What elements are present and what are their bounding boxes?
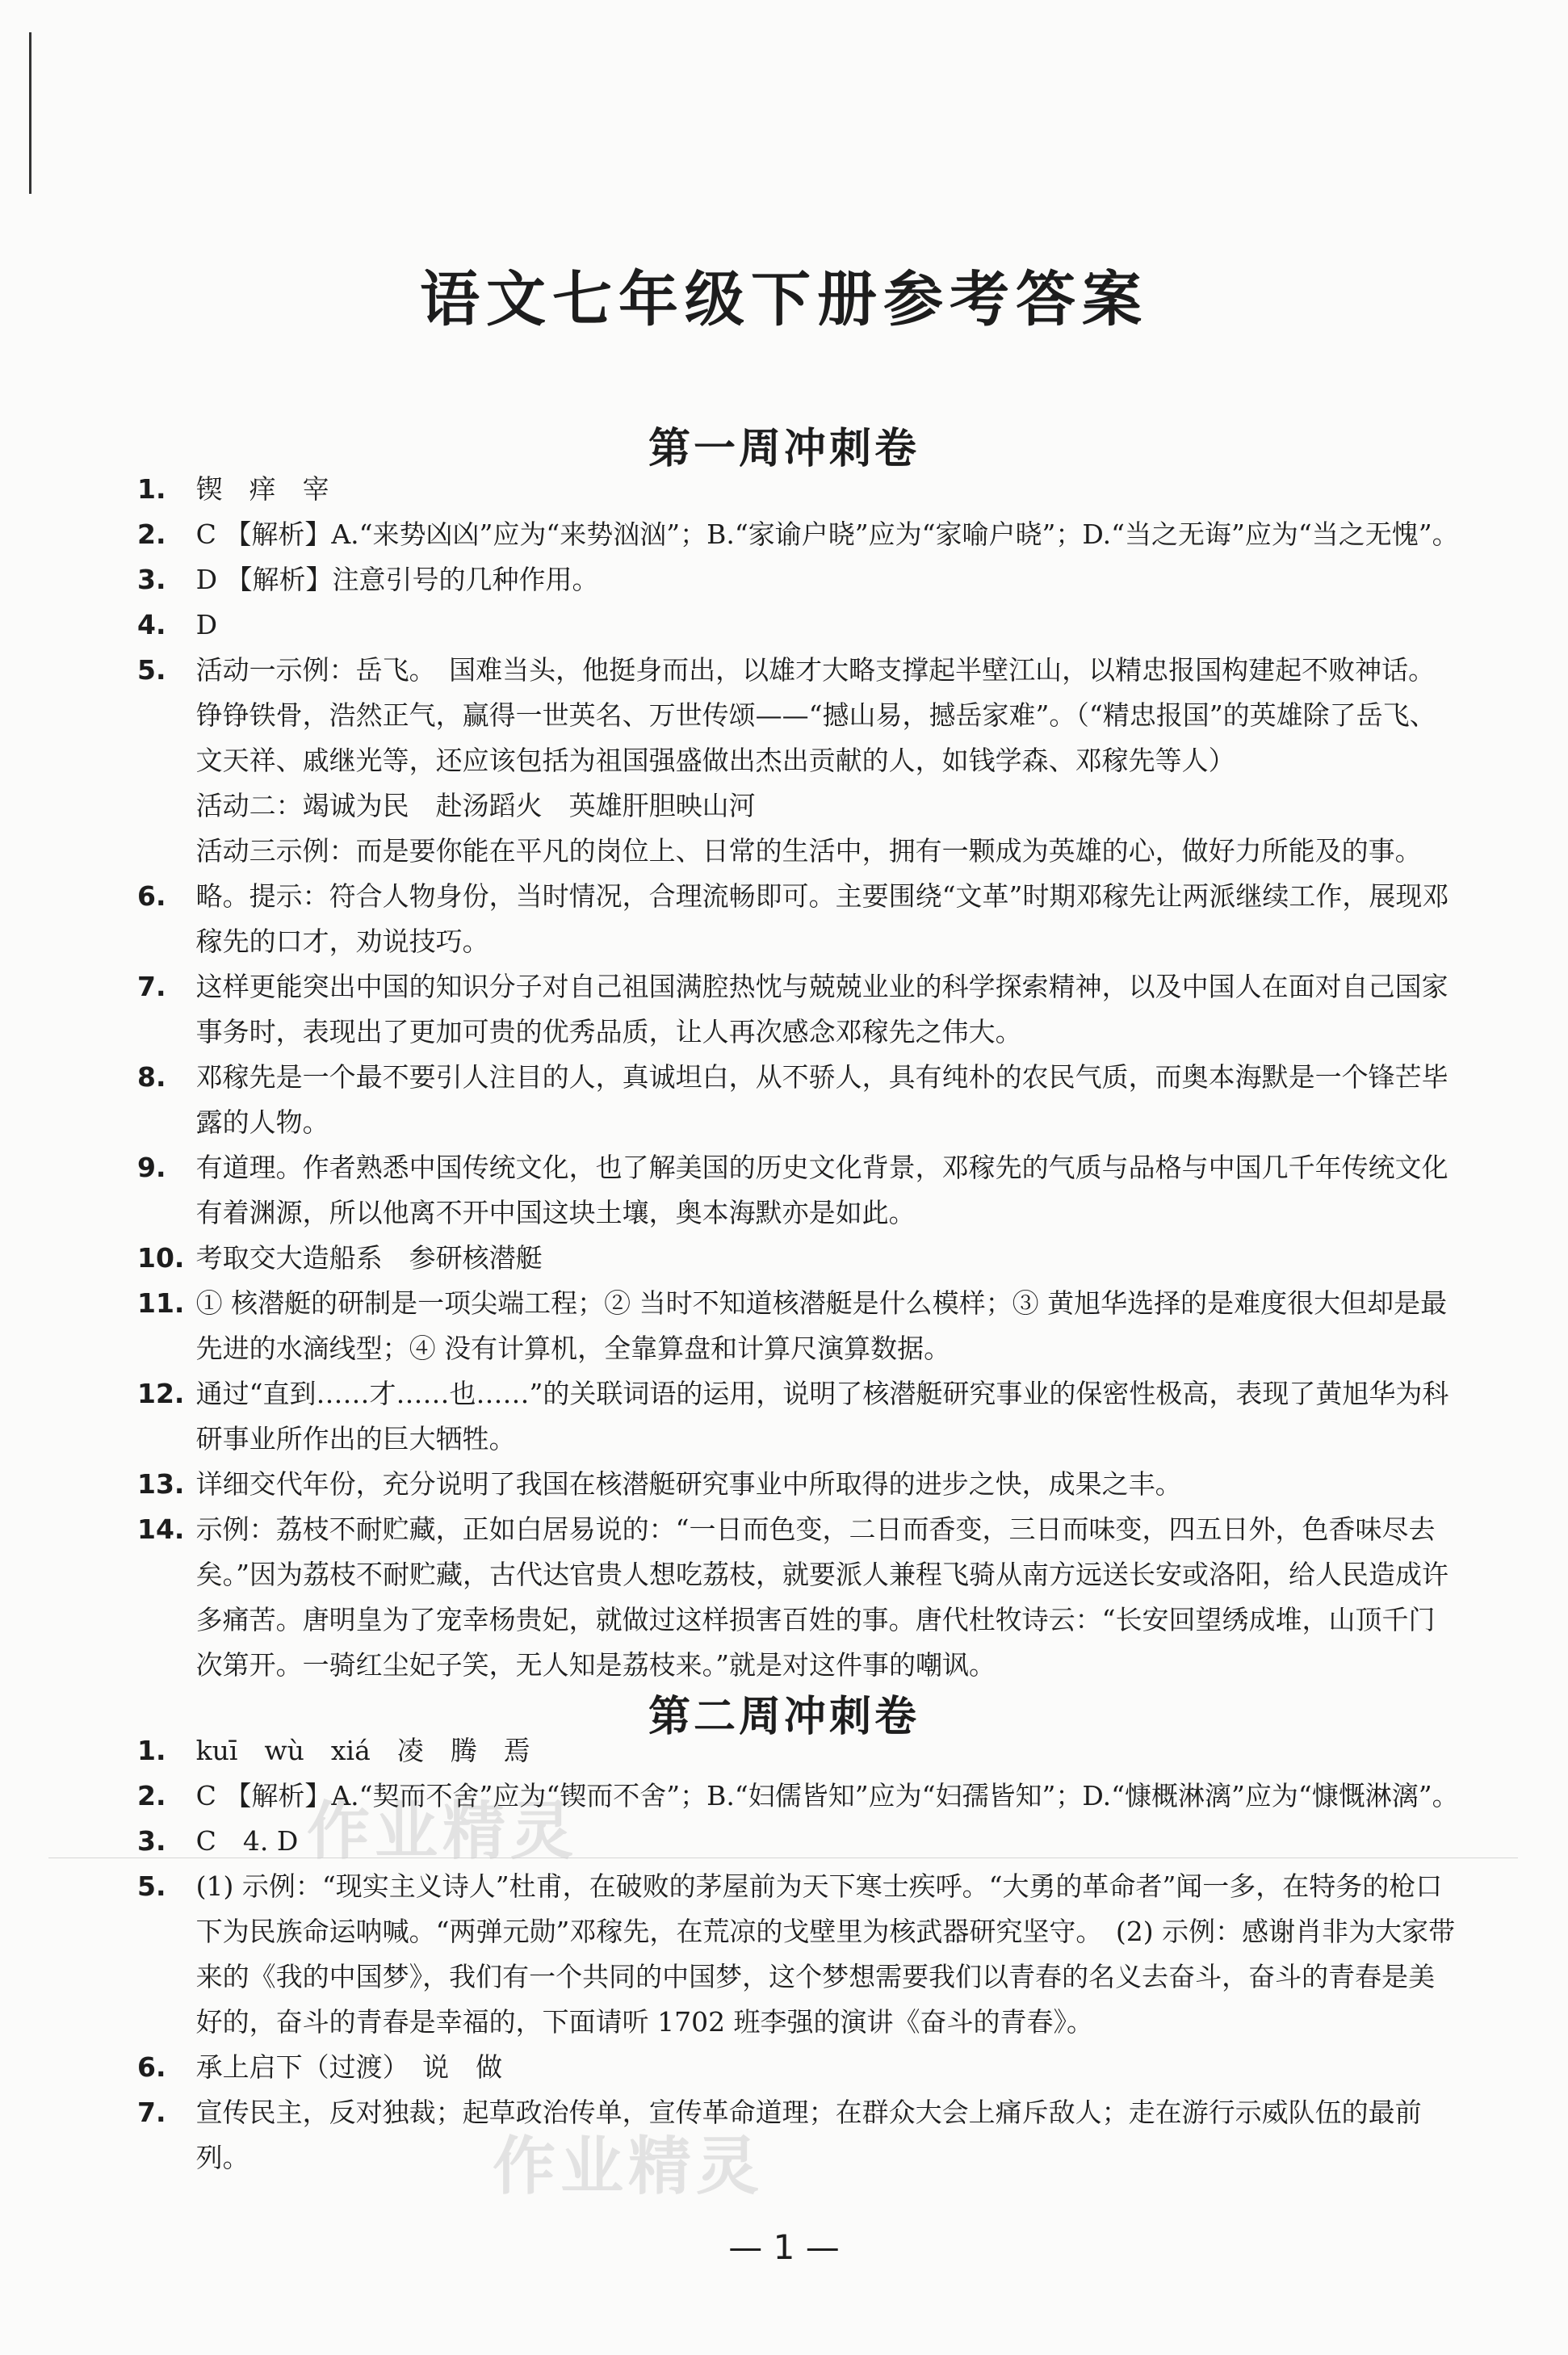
answer-text: C 4. D [195,1825,299,1857]
answer-number: 1. [137,473,166,505]
answer-number: 6. [137,2051,166,2083]
section-title: 第一周冲刺卷 [648,425,920,474]
answer-item [137,557,1461,602]
answer-number: 2. [137,1780,166,1811]
answer-text: 详细交代年份，充分说明了我国在核潜艇研究事业中所取得的进步之快，成果之丰。 [195,1468,1182,1500]
answer-list [137,467,1461,1688]
answer-item [137,648,1461,874]
answer-item [137,1145,1461,1236]
answer-text: 宣传民主，反对独裁；起草政治传单，宣传革命道理；在群众大会上痛斥敌人；走在游行示威队伍的最前列。 [195,2097,1422,2173]
answer-item [137,1055,1461,1145]
answer-number: 7. [137,2097,166,2128]
page-title: 语文七年级下册参考答案 [420,264,1148,334]
answer-number: 1. [137,1735,166,1766]
answer-number: 11. [137,1287,185,1319]
answer-item [137,1728,1461,1774]
answer-item [137,964,1461,1055]
watermark: 作业精灵 [307,1795,579,1868]
answer-item [137,1507,1461,1688]
answer-item [137,1371,1461,1462]
page-number: — 1 — [728,2227,840,2267]
answer-item [137,1462,1461,1507]
answer-text: D 【解析】注意引号的几种作用。 [195,564,599,595]
answer-number: 12. [137,1378,185,1409]
answer-number: 9. [137,1152,166,1183]
answer-text: ① 核潜艇的研制是一项尖端工程；② 当时不知道核潜艇是什么模样；③ 黄旭华选择的是难度很大但却是最先进的水滴线型；④ 没有计算机，全靠算盘和计算尺演算数据。 [195,1287,1448,1364]
watermark: 作业精灵 [493,2130,765,2203]
answer-text: 活动三示例：而是要你能在平凡的岗位上、日常的生活中，拥有一颗成为英雄的心，做好力所能及的事。 [195,835,1422,867]
answer-text: 考取交大造船系 参研核潜艇 [195,1242,543,1274]
answer-item [137,1281,1461,1371]
answer-item [137,1774,1461,1819]
section-title: 第二周冲刺卷 [648,1693,920,1742]
answer-text: C 【解析】A.“契而不舍”应为“锲而不舍”；B.“妇儒皆知”应为“妇孺皆知”；D.“慷概淋漓”应为“慷慨淋漓”。 [195,1780,1459,1811]
answer-text: 有道理。作者熟悉中国传统文化，也了解美国的历史文化背景，邓稼先的气质与品格与中国几千年传统文化有着渊源，所以他离不开中国这块土壤，奥本海默亦是如此。 [195,1152,1449,1228]
answer-text: 承上启下（过渡） 说 做 [195,2051,503,2083]
answer-number: 7. [137,971,166,1002]
answer-text: 略。提示：符合人物身份，当时情况，合理流畅即可。主要围绕“文革”时期邓稼先让两派继续工作，展现邓稼先的口才，劝说技巧。 [195,880,1449,957]
answer-text: 这样更能突出中国的知识分子对自己祖国满腔热忱与兢兢业业的科学探索精神，以及中国人在面对自己国家事务时，表现出了更加可贵的优秀品质，让人再次感念邓稼先之伟大。 [195,971,1449,1047]
answer-item [137,2090,1461,2181]
answer-item [137,1236,1461,1281]
answer-text: D [195,609,218,640]
answer-number: 6. [137,880,166,912]
answer-text: 活动一示例：岳飞。 国难当头，他挺身而出，以雄才大略支撑起半壁江山，以精忠报国构建起不败神话。铮铮铁骨，浩然正气，赢得一世英名、万世传颂——“撼山易，撼岳家难”。（“精忠报国”的英雄除了岳飞、文天祥、戚继光等，还应该包括为祖国强盛做出杰出贡献的人，如钱学森、邓稼先等人） [195,654,1436,776]
answer-number: 5. [137,1870,166,1902]
answer-text: 锲 痒 宰 [195,473,329,505]
answer-item [137,512,1461,557]
answer-text: 活动二：竭诚为民 赴汤蹈火 英雄肝胆映山河 [195,790,756,821]
answer-number: 4. [137,609,166,640]
answer-number: 3. [137,564,166,595]
answer-item [137,2045,1461,2090]
answer-number: 14. [137,1513,185,1545]
binding-line [29,32,31,194]
answer-item [137,1864,1461,2045]
answer-number: 13. [137,1468,185,1500]
answer-text: C 【解析】A.“来势凶凶”应为“来势汹汹”；B.“家谕户晓”应为“家喻户晓”；D.“当之无诲”应为“当之无愧”。 [195,518,1459,550]
answer-item [137,1819,1461,1864]
answer-text: kuī wù xiá 凌 腾 焉 [195,1735,530,1766]
answer-text: 通过“直到……才……也……”的关联词语的运用，说明了核潜艇研究事业的保密性极高，表现了黄旭华为科研事业所作出的巨大牺牲。 [195,1378,1449,1455]
answer-number: 8. [137,1061,166,1093]
answer-number: 3. [137,1825,166,1857]
answer-item [137,467,1461,512]
answer-number: 2. [137,518,166,550]
answer-number: 10. [137,1242,185,1274]
answer-text: 示例：荔枝不耐贮藏，正如白居易说的：“一日而色变，二日而香变，三日而味变，四五日外，色香味尽去矣。”因为荔枝不耐贮藏，古代达官贵人想吃荔枝，就要派人兼程飞骑从南方远送长安或洛阳，给人民造成许多痛苦。唐明皇为了宠幸杨贵妃，就做过这样损害百姓的事。唐代杜牧诗云：“长安回望绣成堆，山顶千门次第开。一骑红尘妃子笑，无人知是荔枝来。”就是对这件事的嘲讽。 [195,1513,1449,1681]
answer-text: (1) 示例：“现实主义诗人”杜甫，在破败的茅屋前为天下寒士疾呼。“大勇的革命者”闻一多，在特务的枪口下为民族命运呐喊。“两弹元勋”邓稼先，在荒凉的戈壁里为核武器研究坚守。 (2) 示例：感谢肖非为大家带来的《我的中国梦》，我们有一个共同的中国梦，这个梦想需要我们以青春的名义去奋斗，奋斗的青春是美好的，奋斗的青春是幸福的，下面请听 1702 班李强的演讲《奋斗的青春》。 [195,1870,1456,2038]
answer-number: 5. [137,654,166,686]
answer-item [137,602,1461,648]
answer-text: 邓稼先是一个最不要引人注目的人，真诚坦白，从不骄人，具有纯朴的农民气质，而奥本海默是一个锋芒毕露的人物。 [195,1061,1449,1138]
answer-list [137,1728,1461,2181]
answer-item [137,874,1461,964]
